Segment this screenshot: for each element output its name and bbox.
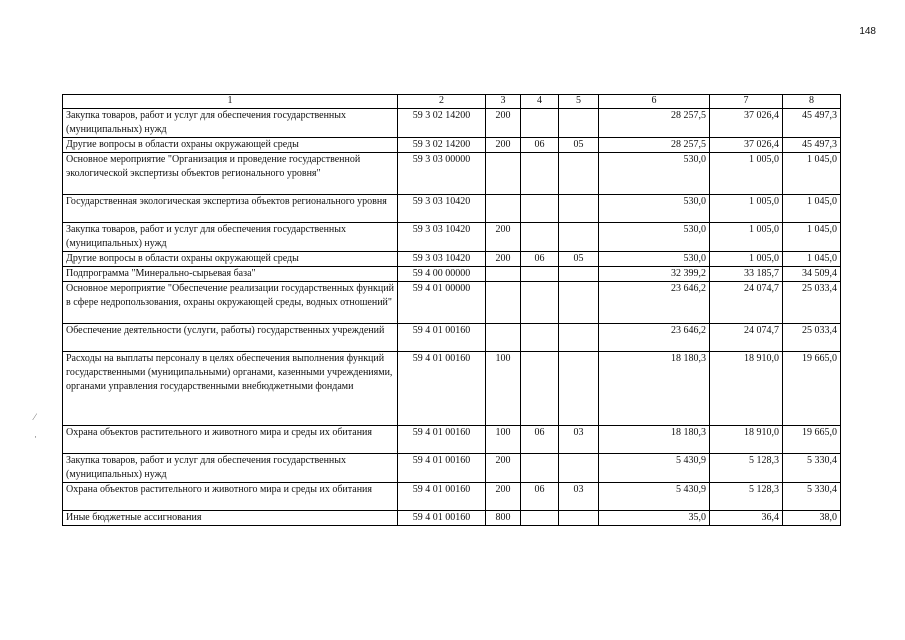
row-name-cell: Расходы на выплаты персоналу в целях обеспечения выполнения функций государственными (муниципальными) органами, казенными учреждениями, органами управления государственными внебюджетными фондами: [63, 352, 398, 426]
table-row: [63, 483, 841, 511]
row-name-cell: Государственная экологическая экспертиза объектов регионального уровня: [63, 195, 398, 223]
header-cell: 8: [783, 95, 841, 109]
section-code-cell: [521, 267, 559, 282]
year3-amount-cell: 34 509,4: [783, 267, 841, 282]
row-name-cell: Закупка товаров, работ и услуг для обеспечения государственных (муниципальных) нужд: [63, 109, 398, 138]
year1-amount-cell: 18 180,3: [599, 426, 710, 454]
year2-amount-cell: 18 910,0: [710, 426, 783, 454]
year3-amount-cell: 19 665,0: [783, 426, 841, 454]
table-row: [63, 223, 841, 252]
section-code-cell: 06: [521, 426, 559, 454]
vr-code-cell: 200: [486, 252, 521, 267]
section-code-cell: [521, 352, 559, 426]
year1-amount-cell: 32 399,2: [599, 267, 710, 282]
csr-code-cell: 59 4 00 00000: [398, 267, 486, 282]
csr-code-cell: 59 4 01 00160: [398, 454, 486, 483]
vr-code-cell: [486, 195, 521, 223]
csr-code-cell: 59 3 02 14200: [398, 109, 486, 138]
year2-amount-cell: 1 005,0: [710, 252, 783, 267]
table-row: [63, 426, 841, 454]
year2-amount-cell: 37 026,4: [710, 109, 783, 138]
vr-code-cell: 100: [486, 352, 521, 426]
subsection-code-cell: [559, 282, 599, 324]
vr-code-cell: [486, 267, 521, 282]
section-code-cell: 06: [521, 483, 559, 511]
table-row: [63, 511, 841, 526]
row-name-cell: Закупка товаров, работ и услуг для обеспечения государственных (муниципальных) нужд: [63, 223, 398, 252]
subsection-code-cell: 05: [559, 138, 599, 153]
subsection-code-cell: [559, 324, 599, 352]
header-cell: 6: [599, 95, 710, 109]
table-row: [63, 252, 841, 267]
year1-amount-cell: 35,0: [599, 511, 710, 526]
year2-amount-cell: 37 026,4: [710, 138, 783, 153]
subsection-code-cell: [559, 153, 599, 195]
year3-amount-cell: 38,0: [783, 511, 841, 526]
subsection-code-cell: [559, 454, 599, 483]
year2-amount-cell: 24 074,7: [710, 282, 783, 324]
row-name-cell: Иные бюджетные ассигнования: [63, 511, 398, 526]
subsection-code-cell: [559, 195, 599, 223]
year3-amount-cell: 1 045,0: [783, 153, 841, 195]
vr-code-cell: 800: [486, 511, 521, 526]
row-name-cell: Охрана объектов растительного и животного мира и среды их обитания: [63, 483, 398, 511]
year1-amount-cell: 530,0: [599, 195, 710, 223]
year3-amount-cell: 1 045,0: [783, 252, 841, 267]
year3-amount-cell: 25 033,4: [783, 324, 841, 352]
section-code-cell: [521, 324, 559, 352]
year2-amount-cell: 18 910,0: [710, 352, 783, 426]
year3-amount-cell: 45 497,3: [783, 138, 841, 153]
budget-table: [62, 94, 841, 526]
vr-code-cell: [486, 324, 521, 352]
year1-amount-cell: 530,0: [599, 223, 710, 252]
csr-code-cell: 59 4 01 00160: [398, 426, 486, 454]
subsection-code-cell: 03: [559, 426, 599, 454]
year2-amount-cell: 1 005,0: [710, 153, 783, 195]
row-name-cell: Подпрограмма "Минерально-сырьевая база": [63, 267, 398, 282]
table-row: [63, 109, 841, 138]
subsection-code-cell: [559, 267, 599, 282]
year1-amount-cell: 18 180,3: [599, 352, 710, 426]
csr-code-cell: 59 4 01 00000: [398, 282, 486, 324]
year1-amount-cell: 23 646,2: [599, 282, 710, 324]
year1-amount-cell: 5 430,9: [599, 454, 710, 483]
year2-amount-cell: 36,4: [710, 511, 783, 526]
row-name-cell: Другие вопросы в области охраны окружающей среды: [63, 138, 398, 153]
row-name-cell: Основное мероприятие "Организация и проведение государственной экологической экспертизы объектов регионального уровня": [63, 153, 398, 195]
header-cell: 5: [559, 95, 599, 109]
section-code-cell: 06: [521, 138, 559, 153]
row-name-cell: Другие вопросы в области охраны окружающей среды: [63, 252, 398, 267]
vr-code-cell: 200: [486, 138, 521, 153]
subsection-code-cell: [559, 109, 599, 138]
year1-amount-cell: 530,0: [599, 153, 710, 195]
section-code-cell: [521, 195, 559, 223]
section-code-cell: 06: [521, 252, 559, 267]
header-cell: 7: [710, 95, 783, 109]
section-code-cell: [521, 454, 559, 483]
csr-code-cell: 59 3 03 00000: [398, 153, 486, 195]
vr-code-cell: [486, 282, 521, 324]
header-cell: 2: [398, 95, 486, 109]
table-row: [63, 195, 841, 223]
header-row: [63, 95, 841, 109]
row-name-cell: Обеспечение деятельности (услуги, работы) государственных учреждений: [63, 324, 398, 352]
scan-mark: ⁄: [34, 412, 36, 422]
subsection-code-cell: 05: [559, 252, 599, 267]
vr-code-cell: 100: [486, 426, 521, 454]
table-row: [63, 153, 841, 195]
table-row: [63, 324, 841, 352]
vr-code-cell: 200: [486, 109, 521, 138]
row-name-cell: Охрана объектов растительного и животного мира и среды их обитания: [63, 426, 398, 454]
year2-amount-cell: 1 005,0: [710, 195, 783, 223]
csr-code-cell: 59 3 02 14200: [398, 138, 486, 153]
year1-amount-cell: 23 646,2: [599, 324, 710, 352]
row-name-cell: Закупка товаров, работ и услуг для обеспечения государственных (муниципальных) нужд: [63, 454, 398, 483]
year1-amount-cell: 530,0: [599, 252, 710, 267]
subsection-code-cell: [559, 352, 599, 426]
year3-amount-cell: 19 665,0: [783, 352, 841, 426]
csr-code-cell: 59 3 03 10420: [398, 223, 486, 252]
vr-code-cell: 200: [486, 454, 521, 483]
subsection-code-cell: [559, 511, 599, 526]
year2-amount-cell: 1 005,0: [710, 223, 783, 252]
table-row: [63, 454, 841, 483]
table-row: [63, 138, 841, 153]
csr-code-cell: 59 4 01 00160: [398, 483, 486, 511]
vr-code-cell: [486, 153, 521, 195]
year3-amount-cell: 1 045,0: [783, 223, 841, 252]
csr-code-cell: 59 4 01 00160: [398, 324, 486, 352]
page-number: 148: [859, 26, 876, 37]
scan-margin-marks: [31, 577, 33, 610]
year3-amount-cell: 5 330,4: [783, 454, 841, 483]
section-code-cell: [521, 223, 559, 252]
table-row: [63, 267, 841, 282]
table-row: [63, 282, 841, 324]
year3-amount-cell: 5 330,4: [783, 483, 841, 511]
vr-code-cell: 200: [486, 223, 521, 252]
csr-code-cell: 59 4 01 00160: [398, 352, 486, 426]
subsection-code-cell: 03: [559, 483, 599, 511]
year2-amount-cell: 24 074,7: [710, 324, 783, 352]
header-cell: 4: [521, 95, 559, 109]
section-code-cell: [521, 109, 559, 138]
year1-amount-cell: 28 257,5: [599, 109, 710, 138]
csr-code-cell: 59 4 01 00160: [398, 511, 486, 526]
section-code-cell: [521, 282, 559, 324]
year3-amount-cell: 1 045,0: [783, 195, 841, 223]
year2-amount-cell: 5 128,3: [710, 454, 783, 483]
year3-amount-cell: 25 033,4: [783, 282, 841, 324]
section-code-cell: [521, 153, 559, 195]
subsection-code-cell: [559, 223, 599, 252]
scan-mark: ·: [34, 432, 37, 442]
section-code-cell: [521, 511, 559, 526]
year1-amount-cell: 5 430,9: [599, 483, 710, 511]
year2-amount-cell: 5 128,3: [710, 483, 783, 511]
header-cell: 3: [486, 95, 521, 109]
header-cell: 1: [63, 95, 398, 109]
csr-code-cell: 59 3 03 10420: [398, 252, 486, 267]
row-name-cell: Основное мероприятие "Обеспечение реализации государственных функций в сфере недропользования, охраны окружающей среды, водных отношений": [63, 282, 398, 324]
year3-amount-cell: 45 497,3: [783, 109, 841, 138]
year1-amount-cell: 28 257,5: [599, 138, 710, 153]
table-row: [63, 352, 841, 426]
vr-code-cell: 200: [486, 483, 521, 511]
year2-amount-cell: 33 185,7: [710, 267, 783, 282]
csr-code-cell: 59 3 03 10420: [398, 195, 486, 223]
